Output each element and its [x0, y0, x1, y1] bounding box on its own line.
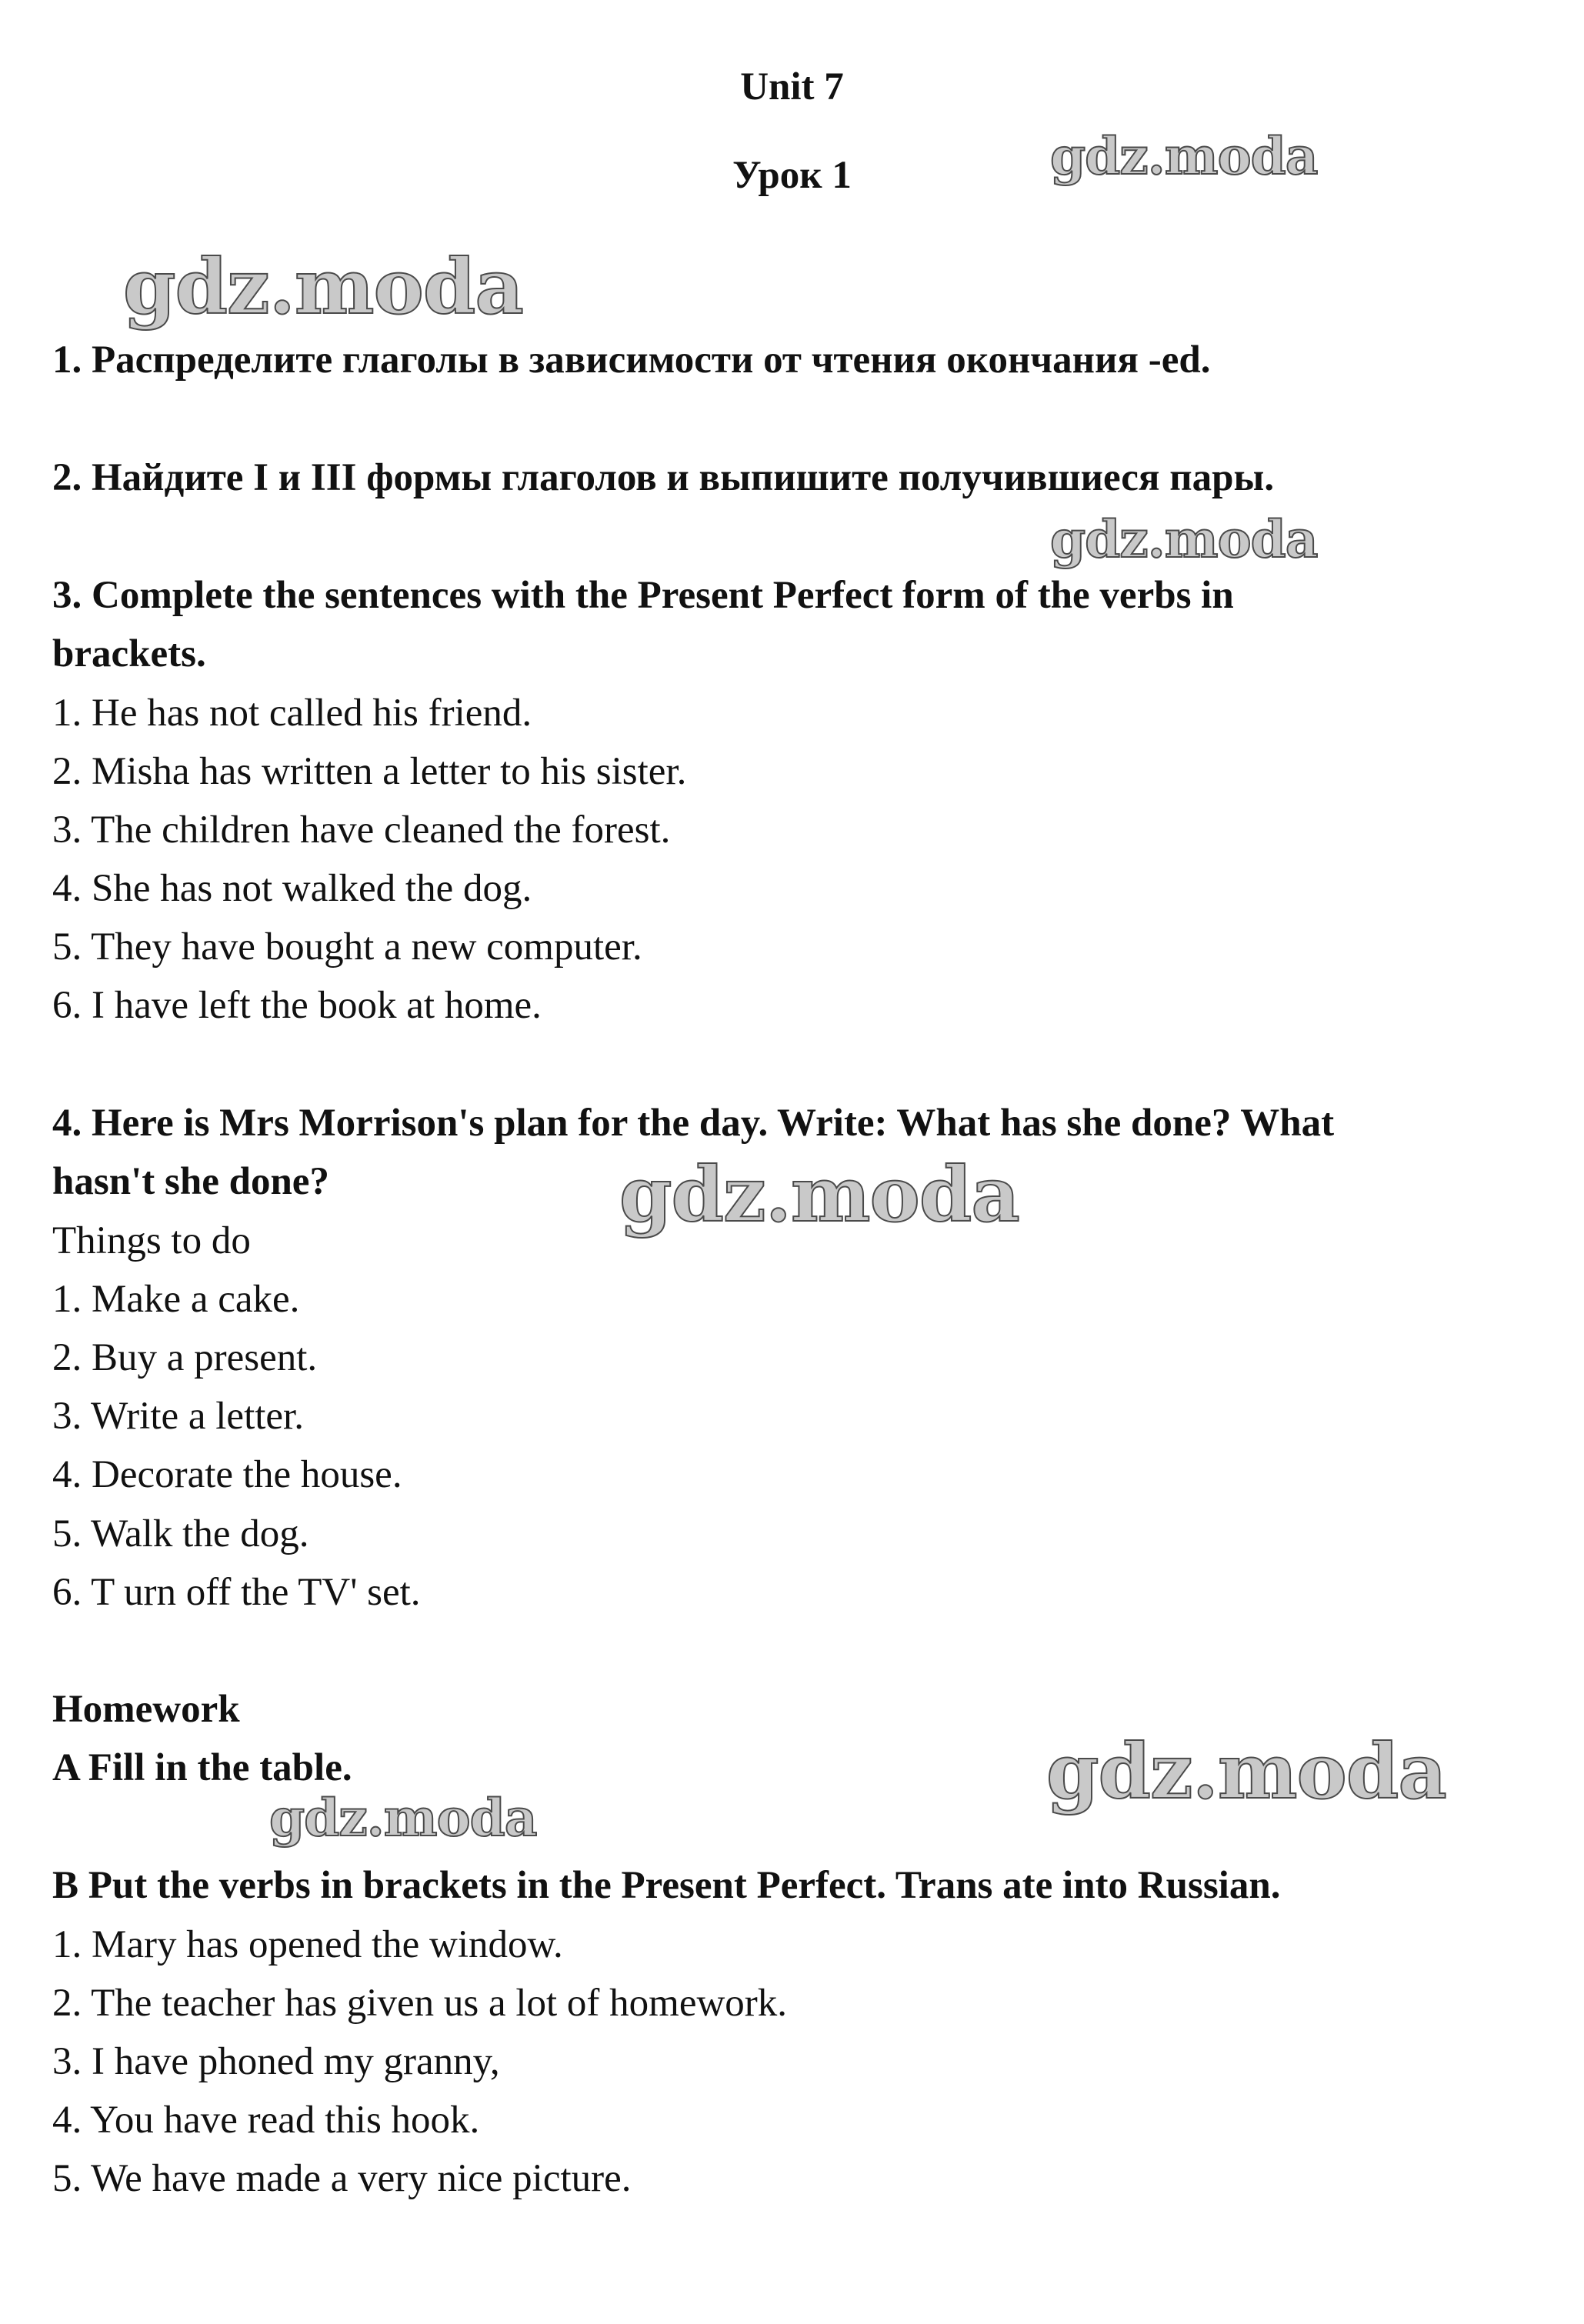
homework-b-item: 3. I have phoned my granny,: [52, 2040, 500, 2083]
homework-b-item: 4. You have read this hook.: [52, 2099, 480, 2142]
homework-b-title: B Put the verbs in brackets in the Present Perfect. Trans ate into Russian.: [52, 1864, 1281, 1907]
task-4-item: 5. Walk the dog.: [52, 1512, 309, 1555]
homework-b-item: 1. Mary has opened the window.: [52, 1923, 563, 1966]
task-4-item: 2. Buy a present.: [52, 1336, 318, 1379]
task-4-item: 6. T urn off the TV' set.: [52, 1571, 421, 1614]
homework-title: Homework: [52, 1688, 240, 1731]
task-4-item: 1. Make a cake.: [52, 1278, 300, 1321]
homework-b-item: 2. The teacher has given us a lot of homework.: [52, 1982, 788, 2025]
task-4-title-cont: hasn't she done?: [52, 1160, 329, 1203]
task-3-item: 2. Misha has written a letter to his sister.: [52, 750, 687, 793]
unit-title: Unit 7: [740, 65, 844, 108]
task-3-item: 5. They have bought a new computer.: [52, 925, 642, 969]
task-4-item: 3. Write a letter.: [52, 1395, 304, 1438]
task-3-item: 1. He has not called his friend.: [52, 692, 532, 735]
watermark: gdz.moda: [123, 243, 523, 332]
watermark: gdz.moda: [1050, 509, 1318, 569]
homework-b-item: 5. We have made a very nice picture.: [52, 2157, 632, 2200]
task-3-title-cont: brackets.: [52, 632, 206, 675]
task-3-item: 6. I have left the book at home.: [52, 984, 542, 1027]
watermark: gdz.moda: [619, 1151, 1019, 1239]
task-3-title: 3. Complete the sentences with the Present Perfect form of the verbs in: [52, 574, 1234, 617]
task-3-item: 3. The children have cleaned the forest.: [52, 809, 671, 852]
lesson-title: Урок 1: [732, 154, 852, 197]
task-4-subtitle: Things to do: [52, 1219, 251, 1262]
task-2-title: 2. Найдите I и III формы глаголов и выпишите получившиеся пары.: [52, 456, 1275, 499]
watermark: gdz.moda: [269, 1788, 537, 1848]
task-4-item: 4. Decorate the house.: [52, 1453, 402, 1496]
watermark: gdz.moda: [1050, 126, 1318, 186]
task-3-item: 4. She has not walked the dog.: [52, 867, 532, 910]
task-4-title: 4. Here is Mrs Morrison's plan for the day. Write: What has she done? What: [52, 1102, 1335, 1145]
task-1-title: 1. Распределите глаголы в зависимости от чтения окончания -ed.: [52, 338, 1211, 382]
homework-a-title: A Fill in the table.: [52, 1746, 352, 1789]
watermark: gdz.moda: [1046, 1728, 1446, 1816]
